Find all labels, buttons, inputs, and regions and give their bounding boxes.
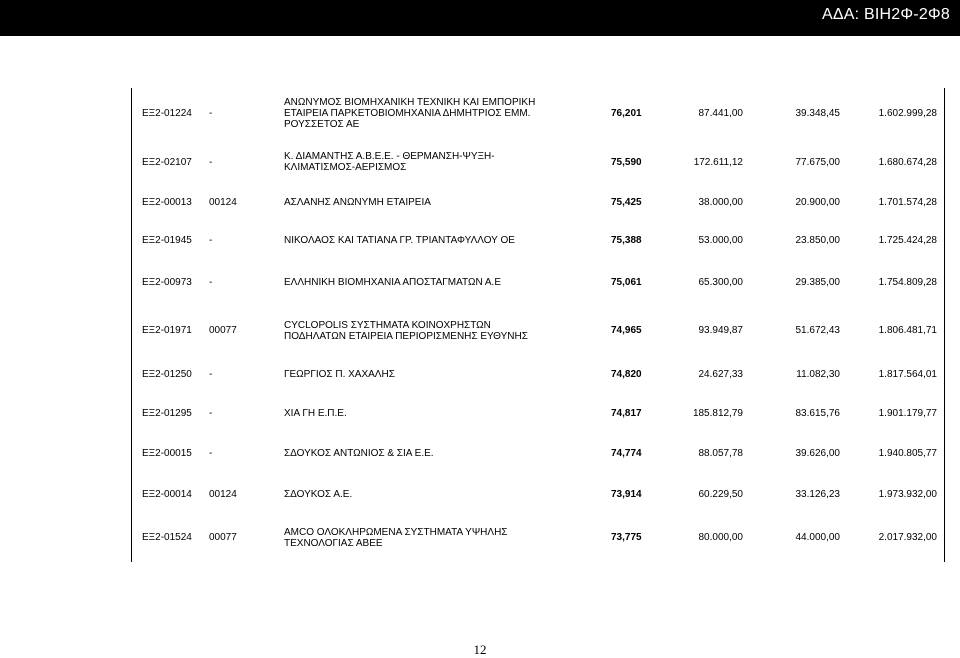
application-code: ΕΞ2-00973 xyxy=(142,276,192,288)
budget-amount: 80.000,00 xyxy=(698,532,743,543)
cumulative-total: 1.725.424,28 xyxy=(878,234,937,246)
cumulative-total: 1.940.805,77 xyxy=(878,448,937,459)
score: 75,590 xyxy=(611,156,642,168)
company-name-line: ΕΤΑΙΡΕΙΑ ΠΑΡΚΕΤΟΒΙΟΜΗΧΑΝΙΑ ΔΗΜΗΤΡΙΟΣ ΕΜΜ. xyxy=(284,107,531,119)
public-expense: 33.126,23 xyxy=(795,488,840,500)
public-expense: 44.000,00 xyxy=(795,532,840,543)
public-expense: 23.850,00 xyxy=(795,234,840,246)
table-row xyxy=(131,434,945,473)
afm-code: 00077 xyxy=(209,532,237,543)
budget-amount: 87.441,00 xyxy=(698,107,743,119)
public-expense: 39.348,45 xyxy=(795,107,840,119)
budget-amount: 65.300,00 xyxy=(698,276,743,288)
company-name xyxy=(284,262,584,302)
company-name-line: AMCO ΟΛΟΚΛΗΡΩΜΕΝΑ ΣΥΣΤΗΜΑΤΑ ΥΨΗΛΗΣ xyxy=(284,526,508,538)
application-code: ΕΞ2-01250 xyxy=(142,368,192,380)
company-name-line: ΑΝΩΝΥΜΟΣ ΒΙΟΜΗΧΑΝΙΚΗ ΤΕΧΝΙΚΗ ΚΑΙ ΕΜΠΟΡΙΚΗ xyxy=(284,96,536,108)
cumulative-total: 1.901.179,77 xyxy=(878,407,937,419)
table-row xyxy=(131,88,945,138)
page-number: 12 xyxy=(473,642,487,657)
application-code: ΕΞ2-01971 xyxy=(142,325,192,336)
company-name xyxy=(284,308,584,353)
public-expense: 83.615,76 xyxy=(795,407,840,419)
company-name-line: ΝΙΚΟΛΑΟΣ ΚΑΙ ΤΑΤΙΑΝΑ ΓΡ. ΤΡΙΑΝΤΑΦΥΛΛΟΥ ΟΕ xyxy=(284,234,515,246)
afm-code: - xyxy=(209,107,213,119)
score: 74,965 xyxy=(611,325,642,336)
public-expense: 11.082,30 xyxy=(796,368,840,380)
company-name xyxy=(284,394,584,432)
ada-code: ΑΔΑ: ΒΙΗ2Φ-2Φ8 xyxy=(822,6,950,23)
company-name-line: ΣΔΟΥΚΟΣ Α.Ε. xyxy=(284,488,353,500)
company-name-line: ΓΕΩΡΓΙΟΣ Π. ΧΑΧΑΛΗΣ xyxy=(284,368,395,380)
table-row xyxy=(131,308,945,353)
application-code: ΕΞ2-01295 xyxy=(142,407,192,419)
cumulative-total: 2.017.932,00 xyxy=(878,532,937,543)
application-code: ΕΞ2-02107 xyxy=(142,156,192,168)
budget-amount: 24.627,33 xyxy=(698,368,743,380)
table-row xyxy=(131,185,945,219)
header-bar xyxy=(0,0,960,36)
company-name-line: ΡΟΥΣΣΕΤΟΣ ΑΕ xyxy=(284,118,360,130)
table-row xyxy=(131,222,945,258)
application-code: ΕΞ2-00014 xyxy=(142,488,192,500)
budget-amount: 185.812,79 xyxy=(692,407,743,419)
cumulative-total: 1.680.674,28 xyxy=(878,156,937,168)
company-name-line: ΕΛΛΗΝΙΚΗ ΒΙΟΜΗΧΑΝΙΑ ΑΠΟΣΤΑΓΜΑΤΩΝ Α.Ε xyxy=(284,276,502,288)
company-name-line: Κ. ΔΙΑΜΑΝΤΗΣ Α.Β.Ε.Ε. - ΘΕΡΜΑΝΣΗ-ΨΥΞΗ- xyxy=(284,151,495,162)
table-row xyxy=(131,141,945,183)
score: 73,775 xyxy=(611,532,642,543)
afm-code: - xyxy=(209,407,213,419)
company-name-line: ΣΔΟΥΚΟΣ ΑΝΤΩΝΙΟΣ & ΣΙΑ Ε.Ε. xyxy=(284,448,434,459)
score: 75,388 xyxy=(611,234,642,246)
table-row xyxy=(131,262,945,302)
score: 75,425 xyxy=(611,196,642,208)
public-expense: 29.385,00 xyxy=(795,276,840,288)
table-row xyxy=(131,515,945,560)
budget-amount: 172.611,12 xyxy=(693,156,743,168)
cumulative-total: 1.973.932,00 xyxy=(878,488,937,500)
public-expense: 77.675,00 xyxy=(795,156,840,168)
score: 76,201 xyxy=(611,107,642,119)
budget-amount: 53.000,00 xyxy=(698,234,743,246)
score: 74,820 xyxy=(611,368,642,380)
company-name xyxy=(284,185,584,219)
company-name xyxy=(284,475,584,513)
company-name xyxy=(284,355,584,393)
budget-amount: 88.057,78 xyxy=(698,448,743,459)
cumulative-total: 1.806.481,71 xyxy=(878,325,937,336)
cumulative-total: 1.602.999,28 xyxy=(878,107,937,119)
application-code: ΕΞ2-01524 xyxy=(142,532,192,543)
table-row xyxy=(131,355,945,393)
results-table xyxy=(131,88,945,562)
afm-code: 00124 xyxy=(209,196,237,208)
afm-code: - xyxy=(209,234,213,246)
afm-code: 00124 xyxy=(209,488,237,500)
company-name xyxy=(284,222,584,258)
score: 74,774 xyxy=(611,448,642,459)
application-code: ΕΞ2-00013 xyxy=(142,196,192,208)
company-name-line: ΑΣΛΑΝΗΣ ΑΝΩΝΥΜΗ ΕΤΑΙΡΕΙΑ xyxy=(284,196,431,208)
afm-code: - xyxy=(209,368,213,380)
application-code: ΕΞ2-01945 xyxy=(142,234,192,246)
cumulative-total: 1.701.574,28 xyxy=(878,196,937,208)
cumulative-total: 1.817.564,01 xyxy=(878,368,937,380)
table-row xyxy=(131,475,945,513)
public-expense: 51.672,43 xyxy=(795,325,840,336)
score: 75,061 xyxy=(611,276,642,288)
budget-amount: 93.949,87 xyxy=(698,325,743,336)
afm-code: - xyxy=(209,448,213,459)
application-code: ΕΞ2-00015 xyxy=(142,448,192,459)
cumulative-total: 1.754.809,28 xyxy=(878,276,937,288)
public-expense: 39.626,00 xyxy=(795,448,840,459)
afm-code: - xyxy=(209,276,213,288)
afm-code: - xyxy=(209,156,213,168)
budget-amount: 60.229,50 xyxy=(698,488,743,500)
score: 74,817 xyxy=(611,407,642,419)
table-row xyxy=(131,394,945,432)
company-name-line: ΠΟΔΗΛΑΤΩΝ ΕΤΑΙΡΕΙΑ ΠΕΡΙΟΡΙΣΜΕΝΗΣ ΕΥΘΥΝΗΣ xyxy=(284,330,528,342)
company-name xyxy=(284,88,584,138)
company-name-line: CYCLOPOLIS ΣΥΣΤΗΜΑΤΑ ΚΟΙΝΟΧΡΗΣΤΩΝ xyxy=(284,319,491,331)
company-name-line: ΧΙΑ ΓΗ Ε.Π.Ε. xyxy=(284,407,347,419)
afm-code: 00077 xyxy=(209,325,237,336)
budget-amount: 38.000,00 xyxy=(698,196,743,208)
application-code: ΕΞ2-01224 xyxy=(142,107,192,119)
company-name-line: ΚΛΙΜΑΤΙΣΜΟΣ-ΑΕΡΙΣΜΟΣ xyxy=(284,162,407,173)
company-name xyxy=(284,141,584,183)
public-expense: 20.900,00 xyxy=(795,196,840,208)
company-name-line: ΤΕΧΝΟΛΟΓΙΑΣ ΑΒΕΕ xyxy=(284,537,383,549)
score: 73,914 xyxy=(611,488,642,500)
company-name xyxy=(284,515,584,560)
company-name xyxy=(284,434,584,473)
